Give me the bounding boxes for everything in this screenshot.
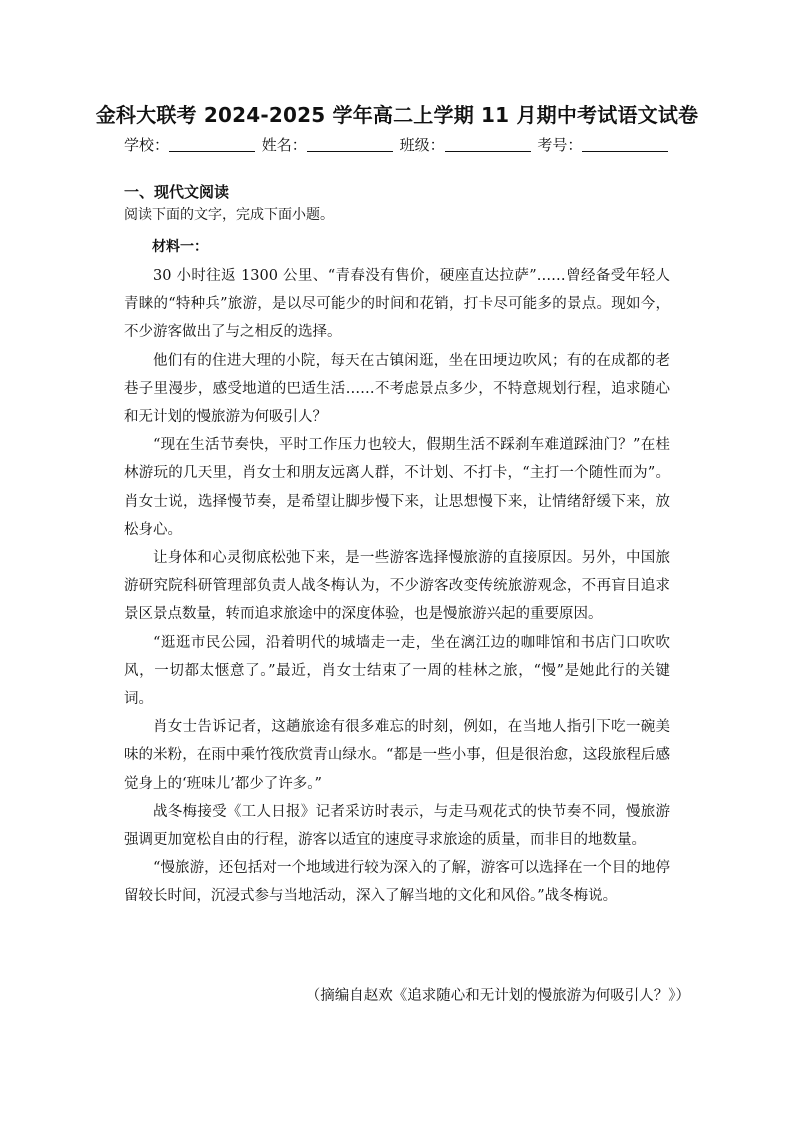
material-label: 材料一： <box>152 239 208 255</box>
article-paragraph: 他们有的住进大理的小院，每天在古镇闲逛，坐在田埂边吹风；有的在成都的老巷子里漫步，感受地道的巴适生活……不考虑景点多少，不特意规划行程，追求随心和无计划的慢旅游为何吸引人？ <box>124 352 670 426</box>
article-paragraph: 战冬梅接受《工人日报》记者采访时表示，与走马观花式的快节奏不同，慢旅游强调更加宽松自由的行程，游客以适宜的速度寻求旅途的质量，而非目的地数量。 <box>124 803 670 849</box>
article-paragraph: 让身体和心灵彻底松弛下来，是一些游客选择慢旅游的直接原因。另外，中国旅游研究院科研管理部负责人战冬梅认为，不少游客改变传统旅游观念，不再盲目追求景区景点数量，转而追求旅途中的深度体验，也是慢旅游兴起的重要原因。 <box>124 550 670 623</box>
school-label: 学校： <box>124 136 170 154</box>
class-label: 班级： <box>399 136 445 154</box>
article-paragraph: “现在生活节奏快，平时工作压力也较大，假期生活不踩刹车难道踩油门？”在桂林游玩的几天里，肖女士和朋友远离人群，不计划、不打卡，“主打一个随性而为”。肖女士说，选择慢节奏，是希望让脚步慢下来，让思想慢下来，让情绪舒缓下来，放松身心。 <box>124 437 670 538</box>
exam-number-label: 考号： <box>537 136 583 154</box>
article-paragraph: “逛逛市民公园，沿着明代的城墙走一走，坐在漓江边的咖啡馆和书店门口吹吹风，一切都太惬意了。”最近，肖女士结束了一周的桂林之旅，“慢”是她此行的关键词。 <box>124 634 670 708</box>
article-source: （摘编自赵欢《追求随心和无计划的慢旅游为何吸引人？》） <box>305 988 690 1004</box>
class-blank[interactable] <box>445 135 531 152</box>
article-paragraph: 30 小时往返 1300 公里、“青春没有售价，硬座直达拉萨”……曾经备受年轻人青睐的“特种兵”旅游，是以尽可能少的时间和花销，打卡尽可能多的景点。现如今，不少游客做出了与之相反的选择。 <box>124 268 670 341</box>
article-body <box>124 262 670 911</box>
article-paragraph: 肖女士告诉记者，这趟旅途有很多难忘的时刻，例如，在当地人指引下吃一碗美味的米粉，在雨中乘竹筏欣赏青山绿水。“都是一些小事，但是很治愈，这段旅程后感觉身上的‘班味儿’都少了许多。” <box>124 719 670 792</box>
name-blank[interactable] <box>307 135 393 152</box>
student-info-line <box>124 132 684 158</box>
section-heading: 一、现代文阅读 <box>124 183 230 201</box>
reading-instruction: 阅读下面的文字，完成下面小题。 <box>124 207 334 223</box>
name-label: 姓名： <box>261 136 307 154</box>
article-paragraph: “慢旅游，还包括对一个地域进行较为深入的了解，游客可以选择在一个目的地停留较长时间，沉浸式参与当地活动，深入了解当地的文化和风俗。”战冬梅说。 <box>124 860 670 905</box>
school-blank[interactable] <box>169 135 255 152</box>
exam-number-blank[interactable] <box>582 135 668 152</box>
exam-title: 金科大联考 2024-2025 学年高二上学期 11 月期中考试语文试卷 <box>95 103 699 127</box>
